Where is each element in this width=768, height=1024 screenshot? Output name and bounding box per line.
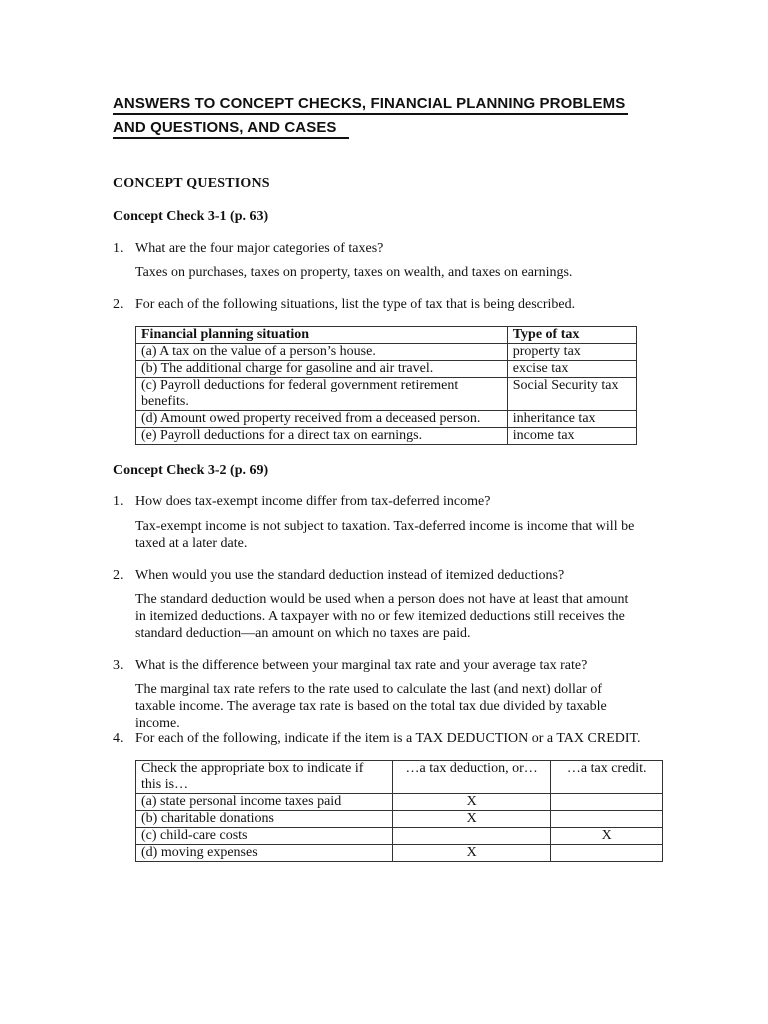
table-cell: (d) Amount owed property received from a deceased person. xyxy=(136,411,508,428)
table-header-row xyxy=(136,761,663,794)
check-mark-cell xyxy=(551,845,663,862)
question-text: What are the four major categories of taxes? xyxy=(135,241,384,256)
question-number: 2. xyxy=(113,568,124,583)
table-cell: income tax xyxy=(507,428,636,445)
question-text: How does tax-exempt income differ from tax-deferred income? xyxy=(135,494,491,509)
check-mark-cell: X xyxy=(392,845,551,862)
table-cell: (c) Payroll deductions for federal government retirement benefits. xyxy=(136,378,508,411)
concept-check-3-1-title: Concept Check 3-1 (p. 63) xyxy=(113,209,269,224)
document-heading-line-2: AND QUESTIONS, AND CASES xyxy=(113,119,349,139)
table-cell: (a) A tax on the value of a person’s house. xyxy=(136,344,508,361)
table-row xyxy=(136,428,637,445)
question-text: For each of the following situations, list the type of tax that is being described. xyxy=(135,297,576,312)
table-header-cell: …a tax credit. xyxy=(551,761,663,794)
question-text: What is the difference between your marginal tax rate and your average tax rate? xyxy=(135,658,588,673)
check-mark-cell: X xyxy=(551,828,663,845)
question-number: 3. xyxy=(113,658,124,673)
answer-text: The standard deduction would be used when a person does not have at least that amount in itemized deductions. A taxpayer with no or few itemized deductions still receives the standard deduction—an amount on which no taxes are paid. xyxy=(135,592,629,641)
table-cell: (b) The additional charge for gasoline and air travel. xyxy=(136,361,508,378)
table-row xyxy=(136,845,663,862)
question-item xyxy=(113,658,653,674)
table-row xyxy=(136,828,663,845)
check-mark-cell: X xyxy=(392,794,551,811)
check-mark-cell: X xyxy=(392,811,551,828)
table-row xyxy=(136,794,663,811)
concept-check-3-2-title: Concept Check 3-2 (p. 69) xyxy=(113,463,269,478)
table-header-cell: …a tax deduction, or… xyxy=(392,761,551,794)
table-cell: (a) state personal income taxes paid xyxy=(136,794,393,811)
check-mark-cell xyxy=(392,828,551,845)
question-number: 1. xyxy=(113,494,124,509)
table-cell: Social Security tax xyxy=(507,378,636,411)
answer-text: Taxes on purchases, taxes on property, taxes on wealth, and taxes on earnings. xyxy=(135,265,573,280)
question-item xyxy=(113,297,653,313)
table-cell: (c) child-care costs xyxy=(136,828,393,845)
question-number: 1. xyxy=(113,241,124,256)
answer-text: Tax-exempt income is not subject to taxation. Tax-deferred income is income that will be taxed at a later date. xyxy=(135,519,635,551)
table-row xyxy=(136,344,637,361)
table-row xyxy=(136,811,663,828)
question-text: For each of the following, indicate if the item is a TAX DEDUCTION or a TAX CREDIT. xyxy=(135,731,641,746)
table-row xyxy=(136,378,637,411)
deduction-credit-table xyxy=(135,760,663,862)
question-number: 2. xyxy=(113,297,124,312)
check-mark-cell xyxy=(551,794,663,811)
document-heading-line-1: ANSWERS TO CONCEPT CHECKS, FINANCIAL PLANNING PROBLEMS xyxy=(113,95,628,115)
question-item xyxy=(113,731,653,747)
table-header-cell: Check the appropriate box to indicate if this is… xyxy=(136,761,393,794)
answer-text: The marginal tax rate refers to the rate used to calculate the last (and next) dollar of taxable income. The average tax rate is based on the total tax due divided by taxable income. xyxy=(135,682,607,731)
question-item xyxy=(113,568,653,584)
table-cell: (d) moving expenses xyxy=(136,845,393,862)
question-item xyxy=(113,494,653,510)
tax-type-table xyxy=(135,326,637,445)
table-header-row xyxy=(136,327,637,344)
question-item xyxy=(113,241,653,257)
table-cell: inheritance tax xyxy=(507,411,636,428)
question-text: When would you use the standard deduction instead of itemized deductions? xyxy=(135,568,565,583)
table-cell: (b) charitable donations xyxy=(136,811,393,828)
table-header-cell: Financial planning situation xyxy=(136,327,508,344)
table-row xyxy=(136,411,637,428)
section-title: CONCEPT QUESTIONS xyxy=(113,176,270,191)
question-number: 4. xyxy=(113,731,124,746)
table-header-cell: Type of tax xyxy=(507,327,636,344)
table-cell: excise tax xyxy=(507,361,636,378)
table-row xyxy=(136,361,637,378)
table-cell: property tax xyxy=(507,344,636,361)
table-cell: (e) Payroll deductions for a direct tax on earnings. xyxy=(136,428,508,445)
check-mark-cell xyxy=(551,811,663,828)
